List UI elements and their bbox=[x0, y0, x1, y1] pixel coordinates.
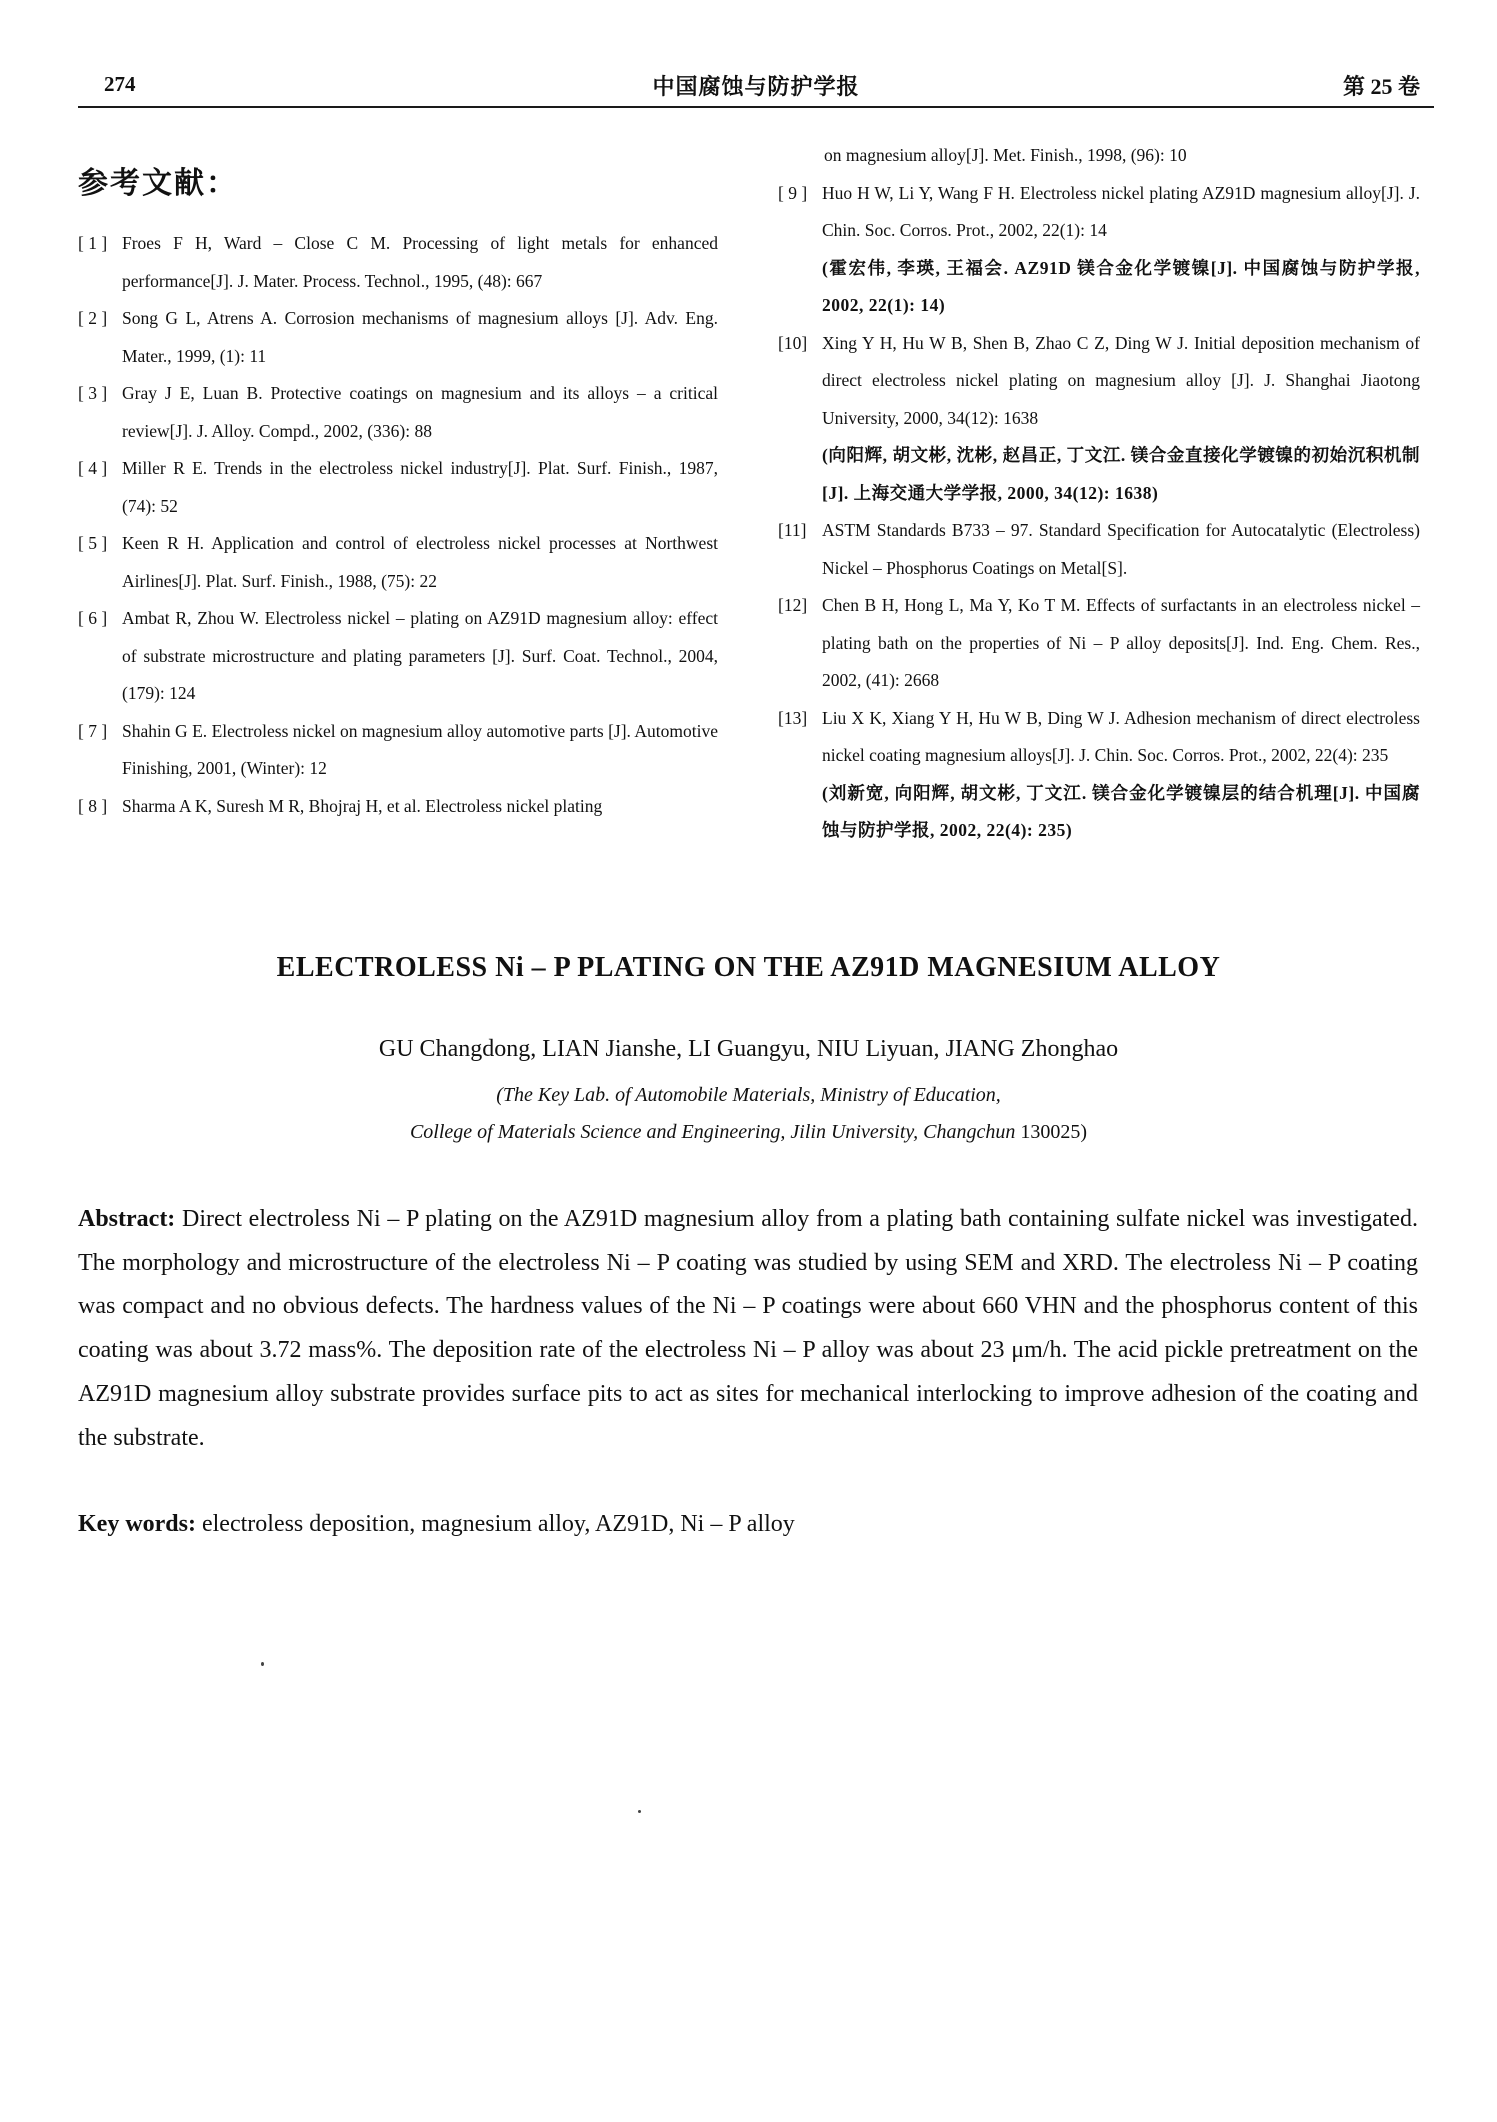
reference-item bbox=[78, 600, 718, 713]
reference-text: Keen R H. Application and control of electroless nickel processes at Northwest Airlines[J]. Plat. Surf. Finish., 1988, (75): 22 bbox=[122, 533, 718, 591]
reference-item bbox=[778, 587, 1420, 700]
reference-item bbox=[78, 713, 718, 788]
reference-number: [ 1 ] bbox=[78, 233, 108, 253]
reference-chinese-text: (向阳辉, 胡文彬, 沈彬, 赵昌正, 丁文江. 镁合金直接化学镀镍的初始沉积机制[J]. 上海交通大学学报, 2000, 34(12): 1638) bbox=[822, 445, 1420, 503]
reference-text: Liu X K, Xiang Y H, Hu W B, Ding W J. Adhesion mechanism of direct electroless nickel coating magnesium alloys[J]. J. Chin. Soc. Corros. Prot., 2002, 22(4): 235 bbox=[822, 707, 1420, 765]
reference-item bbox=[78, 525, 718, 600]
reference-text: ASTM Standards B733 – 97. Standard Specification for Autocatalytic (Electroless) Nickel – Phosphorus Coatings on Metal[S]. bbox=[822, 520, 1420, 578]
reference-text: Sharma A K, Suresh M R, Bhojraj H, et al. Electroless nickel plating bbox=[122, 795, 603, 816]
affiliation-postcode: 130025) bbox=[1020, 1121, 1088, 1143]
running-header bbox=[78, 66, 1434, 108]
reference-text: Miller R E. Trends in the electroless nickel industry[J]. Plat. Surf. Finish., 1987, (74): 52 bbox=[122, 458, 718, 516]
reference-chinese-text: (刘新宽, 向阳辉, 胡文彬, 丁文江. 镁合金化学镀镍层的结合机理[J]. 中国腐蚀与防护学报, 2002, 22(4): 235) bbox=[822, 782, 1420, 840]
reference-item bbox=[78, 225, 718, 300]
keywords bbox=[78, 1503, 1418, 1546]
reference-text: Froes F H, Ward – Close C M. Processing of light metals for enhanced performance[J]. J. Mater. Process. Technol., 1995, (48): 667 bbox=[122, 233, 718, 291]
reference-number: [ 9 ] bbox=[778, 182, 808, 203]
reference-number: [ 2 ] bbox=[78, 308, 108, 328]
reference-text: Xing Y H, Hu W B, Shen B, Zhao C Z, Ding W J. Initial deposition mechanism of direct electroless nickel plating on magnesium alloy [J]. J. Shanghai Jiaotong University, 2000, 34(12): 1638 bbox=[822, 332, 1420, 428]
reference-number: [ 4 ] bbox=[78, 458, 108, 478]
article-authors: GU Changdong, LIAN Jianshe, LI Guangyu, NIU Liyuan, JIANG Zhonghao bbox=[378, 1036, 1119, 1062]
reference-item bbox=[778, 512, 1420, 587]
abstract bbox=[78, 1198, 1418, 1460]
volume-label: 第 25 卷 bbox=[1342, 74, 1420, 99]
journal-name: 中国腐蚀与防护学报 bbox=[652, 74, 860, 99]
abstract-text: Direct electroless Ni – P plating on the AZ91D magnesium alloy from a plating bath containing sulfate nickel was investigated. The morphology and microstructure of the electroless Ni – P coating was studied by using SEM and XRD. The electroless Ni – P coating was compact and no obvious defects. The hardness values of the Ni – P coatings were about 660 VHN and the phosphorus content of this coating was about 3.72 mass%. The deposition rate of the electroless Ni – P alloy was about 23 μm/h. The acid pickle pretreatment on the AZ91D magnesium alloy substrate provides surface pits to act as sites for mechanical interlocking to improve adhesion of the coating and the substrate. bbox=[78, 1206, 1418, 1451]
page-number: 274 bbox=[104, 72, 136, 96]
keywords-label: Key words: bbox=[78, 1511, 196, 1537]
reference-number: [10] bbox=[778, 332, 808, 353]
reference-number: [12] bbox=[778, 595, 808, 615]
reference-chinese-text: (霍宏伟, 李瑛, 王福会. AZ91D 镁合金化学镀镍[J]. 中国腐蚀与防护学报, 2002, 22(1): 14) bbox=[822, 257, 1420, 315]
reference-number: [ 7 ] bbox=[78, 720, 108, 741]
references-heading: 参考文献： bbox=[78, 167, 238, 200]
reference-number: [ 3 ] bbox=[78, 383, 108, 403]
scan-speck bbox=[261, 1662, 264, 1666]
affiliation-line-2 bbox=[0, 1121, 1497, 1144]
scan-speck bbox=[638, 1810, 641, 1813]
reference-item bbox=[778, 325, 1420, 513]
reference-item bbox=[78, 375, 718, 450]
abstract-label: Abstract: bbox=[78, 1206, 176, 1232]
reference-text: Gray J E, Luan B. Protective coatings on magnesium and its alloys – a critical review[J]. J. Alloy. Compd., 2002, (336): 88 bbox=[122, 383, 718, 441]
reference-item bbox=[78, 788, 718, 826]
references-right-column bbox=[778, 137, 1420, 850]
affiliation-line-1: (The Key Lab. of Automobile Materials, Ministry of Education, bbox=[496, 1084, 1001, 1106]
reference-continuation: on magnesium alloy[J]. Met. Finish., 1998, (96): 10 bbox=[824, 145, 1187, 165]
reference-number: [ 8 ] bbox=[78, 795, 108, 816]
reference-text: Chen B H, Hong L, Ma Y, Ko T M. Effects of surfactants in an electroless nickel – plating bath on the properties of Ni – P alloy deposits[J]. Ind. Eng. Chem. Res., 2002, (41): 2668 bbox=[822, 595, 1420, 690]
article-title: ELECTROLESS Ni – P PLATING ON THE AZ91D MAGNESIUM ALLOY bbox=[276, 952, 1221, 983]
reference-number: [ 5 ] bbox=[78, 533, 108, 553]
reference-number: [ 6 ] bbox=[78, 608, 108, 628]
references-left-column bbox=[78, 225, 718, 825]
reference-text: Shahin G E. Electroless nickel on magnesium alloy automotive parts [J]. Automotive Finishing, 2001, (Winter): 12 bbox=[122, 720, 718, 778]
reference-item bbox=[78, 300, 718, 375]
reference-text: Ambat R, Zhou W. Electroless nickel – plating on AZ91D magnesium alloy: effect of substrate microstructure and plating parameters [J]. Surf. Coat. Technol., 2004, (179): 124 bbox=[122, 608, 718, 703]
affiliation-institution: College of Materials Science and Engineering, Jilin University, Changchun bbox=[409, 1121, 1016, 1143]
keywords-text: electroless deposition, magnesium alloy, AZ91D, Ni – P alloy bbox=[201, 1511, 795, 1537]
reference-number: [13] bbox=[778, 707, 808, 728]
reference-item bbox=[778, 175, 1420, 325]
reference-item bbox=[78, 450, 718, 525]
reference-number: [11] bbox=[778, 520, 807, 540]
reference-text: Song G L, Atrens A. Corrosion mechanisms of magnesium alloys [J]. Adv. Eng. Mater., 1999, (1): 11 bbox=[122, 308, 718, 366]
reference-item bbox=[778, 700, 1420, 850]
reference-text: Huo H W, Li Y, Wang F H. Electroless nickel plating AZ91D magnesium alloy[J]. J. Chin. Soc. Corros. Prot., 2002, 22(1): 14 bbox=[822, 182, 1420, 240]
